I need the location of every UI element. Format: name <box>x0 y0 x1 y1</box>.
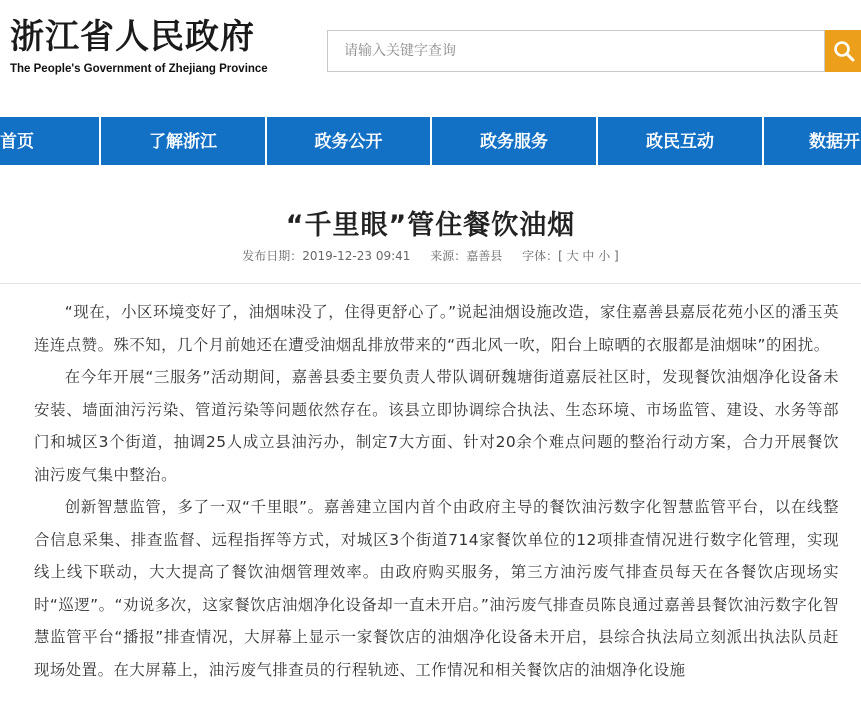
article-meta <box>0 247 861 264</box>
nav-public-interaction[interactable]: 政民互动 <box>646 132 714 152</box>
nav-home[interactable]: 首页 <box>0 132 34 152</box>
site-logo[interactable] <box>10 16 268 75</box>
article-paragraph: 在今年开展“三服务”活动期间，嘉善县委主要负责人带队调研魏塘街道嘉辰社区时，发现餐饮油烟净化设备未安装、墙面油污污染、管道污染等问题依然存在。该县立即协调综合执法、生态环境、市场监管、建设、水务等部门和城区3个街道，抽调25人成立县油污办，制定7大方面、针对20余个难点问题的整治行动方案，合力开展餐饮油污废气集中整治。 <box>34 368 839 484</box>
publish-info <box>242 249 410 263</box>
article-paragraph: “现在，小区环境变好了，油烟味没了，住得更舒心了。”说起油烟设施改造，家住嘉善县嘉辰花苑小区的潘玉英连连点赞。殊不知，几个月前她还在遭受油烟乱排放带来的“西北风一吹，阳台上晾晒的衣服都是油烟味”的困扰。 <box>34 303 839 354</box>
nav-government-services[interactable]: 政务服务 <box>480 132 548 152</box>
article-body <box>0 284 861 686</box>
font-size-control <box>522 249 619 263</box>
article-title: “千里眼”管住餐饮油烟 <box>285 210 576 241</box>
search-input[interactable]: 请输入关键字查询 <box>327 30 825 72</box>
source-info <box>430 249 502 263</box>
publish-date: 2019-12-23 09:41 <box>302 249 411 263</box>
source-label: 来源： <box>430 249 467 263</box>
article-paragraph: 创新智慧监管，多了一双“千里眼”。嘉善建立国内首个由政府主导的餐饮油污数字化智慧监管平台，以在线整合信息采集、排查监督、远程指挥等方式，对城区3个街道714家餐饮单位的12项排查情况进行数字化管理，实现线上线下联动，大大提高了餐饮油烟管理效率。由政府购买服务，第三方油污废气排查员每天在各餐饮店现场实时“巡逻”。“劝说多次，这家餐饮店油烟净化设备却一直未开启。”油污废气排查员陈良通过嘉善县餐饮油污数字化智慧监管平台“播报”排查情况，大屏幕上显示一家餐饮店的油烟净化设备未开启，县综合执法局立刻派出执法队员赶现场处置。在大屏幕上，油污废气排查员的行程轨迹、工作情况和相关餐饮店的油烟净化设施 <box>34 498 839 679</box>
site-header <box>0 0 861 117</box>
font-size-options[interactable]: [ 大 中 小 ] <box>558 249 619 263</box>
nav-divider <box>762 117 764 165</box>
nav-open-data[interactable]: 数据开 <box>809 132 860 152</box>
search-button[interactable] <box>825 30 861 72</box>
source-value: 嘉善县 <box>466 249 503 263</box>
nav-about-zhejiang[interactable]: 了解浙江 <box>149 132 217 152</box>
main-nav <box>0 117 861 165</box>
logo-english-name: The People's Government of Zhejiang Province <box>10 63 268 75</box>
publish-label: 发布日期： <box>242 249 303 263</box>
nav-government-affairs[interactable]: 政务公开 <box>314 132 383 152</box>
search-icon <box>833 40 855 62</box>
font-label: 字体： <box>522 249 559 263</box>
logo-chinese-name: 浙江省人民政府 <box>10 17 255 57</box>
article-header <box>0 165 861 284</box>
